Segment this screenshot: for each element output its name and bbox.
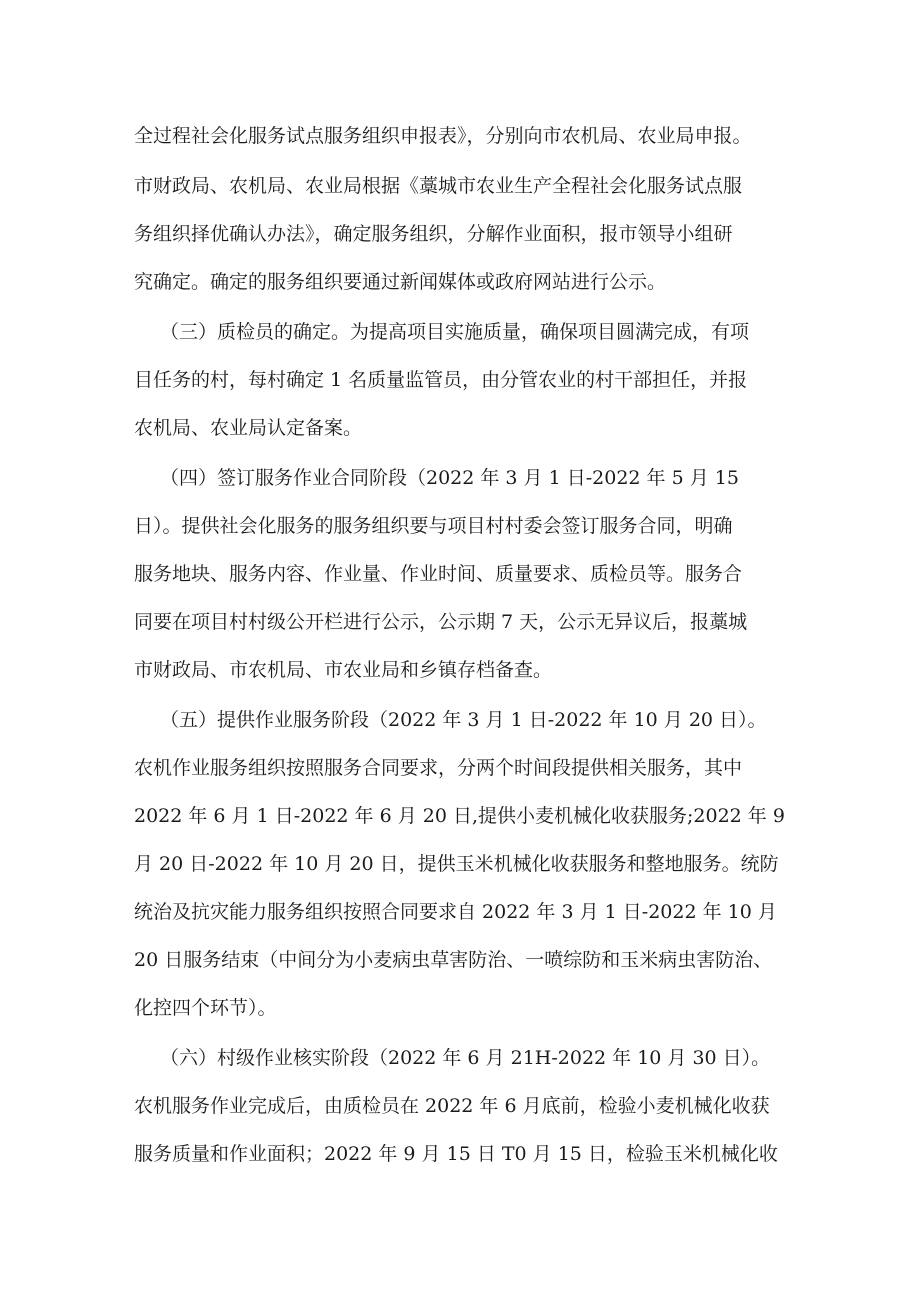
text-line: 同要在项目村村级公开栏进行公示，公示期 7 天，公示无异议后，报藁城: [134, 611, 748, 633]
text-line: 20 日服务结束（中间分为小麦病虫草害防治、一喷综防和玉米病虫害防治、: [134, 949, 773, 971]
text-line: （五）提供作业服务阶段（2022 年 3 月 1 日-2022 年 10 月 20 日）。: [160, 709, 767, 731]
text-line: 服务地块、服务内容、作业量、作业时间、质量要求、质检员等。服务合: [134, 563, 743, 585]
text-line: （六）村级作业核实阶段（2022 年 6 月 21H-2022 年 10 月 30 日）。: [160, 1047, 771, 1069]
text-line: 农机服务作业完成后，由质检员在 2022 年 6 月底前，检验小麦机械化收获: [134, 1095, 770, 1117]
text-line: 全过程社会化服务试点服务组织申报表》，分别向市农机局、农业局申报。: [134, 125, 752, 147]
text-line: （三）质检员的确定。为提高项目实施质量，确保项目圆满完成，有项: [160, 321, 750, 343]
text-line: 化控四个环节）。: [134, 997, 277, 1019]
text-line: 服务质量和作业面积；2022 年 9 月 15 日 T0 月 15 日，检验玉米机械化收: [134, 1143, 778, 1165]
text-line: 2022 年 6 月 1 日-2022 年 6 月 20 日,提供小麦机械化收获服务;2022 年 9: [134, 805, 785, 827]
text-line: （四）签订服务作业合同阶段（2022 年 3 月 1 日-2022 年 5 月 15: [160, 467, 739, 489]
text-line: 目任务的村，每村确定 1 名质量监管员，由分管农业的村干部担任，并报: [134, 369, 748, 391]
text-line: 统治及抗灾能力服务组织按照合同要求自 2022 年 3 月 1 日-2022 年 10 月: [134, 901, 777, 923]
text-line: 农机作业服务组织按照服务合同要求，分两个时间段提供相关服务，其中: [134, 757, 743, 779]
text-line: 日）。提供社会化服务的服务组织要与项目村村委会签订服务合同，明确: [134, 515, 733, 537]
text-line: 市财政局、农机局、农业局根据《藁城市农业生产全程社会化服务试点服: [134, 175, 743, 197]
text-line: 务组织择优确认办法》，确定服务组织，分解作业面积，报市领导小组研: [134, 223, 733, 245]
text-line: 市财政局、市农机局、市农业局和乡镇存档备查。: [134, 659, 553, 681]
text-line: 究确定。确定的服务组织要通过新闻媒体或政府网站进行公示。: [134, 271, 667, 293]
text-line: 农机局、农业局认定备案。: [134, 417, 363, 439]
text-line: 月 20 日-2022 年 10 月 20 日，提供玉米机械化收获服务和整地服务。统防: [134, 853, 779, 875]
